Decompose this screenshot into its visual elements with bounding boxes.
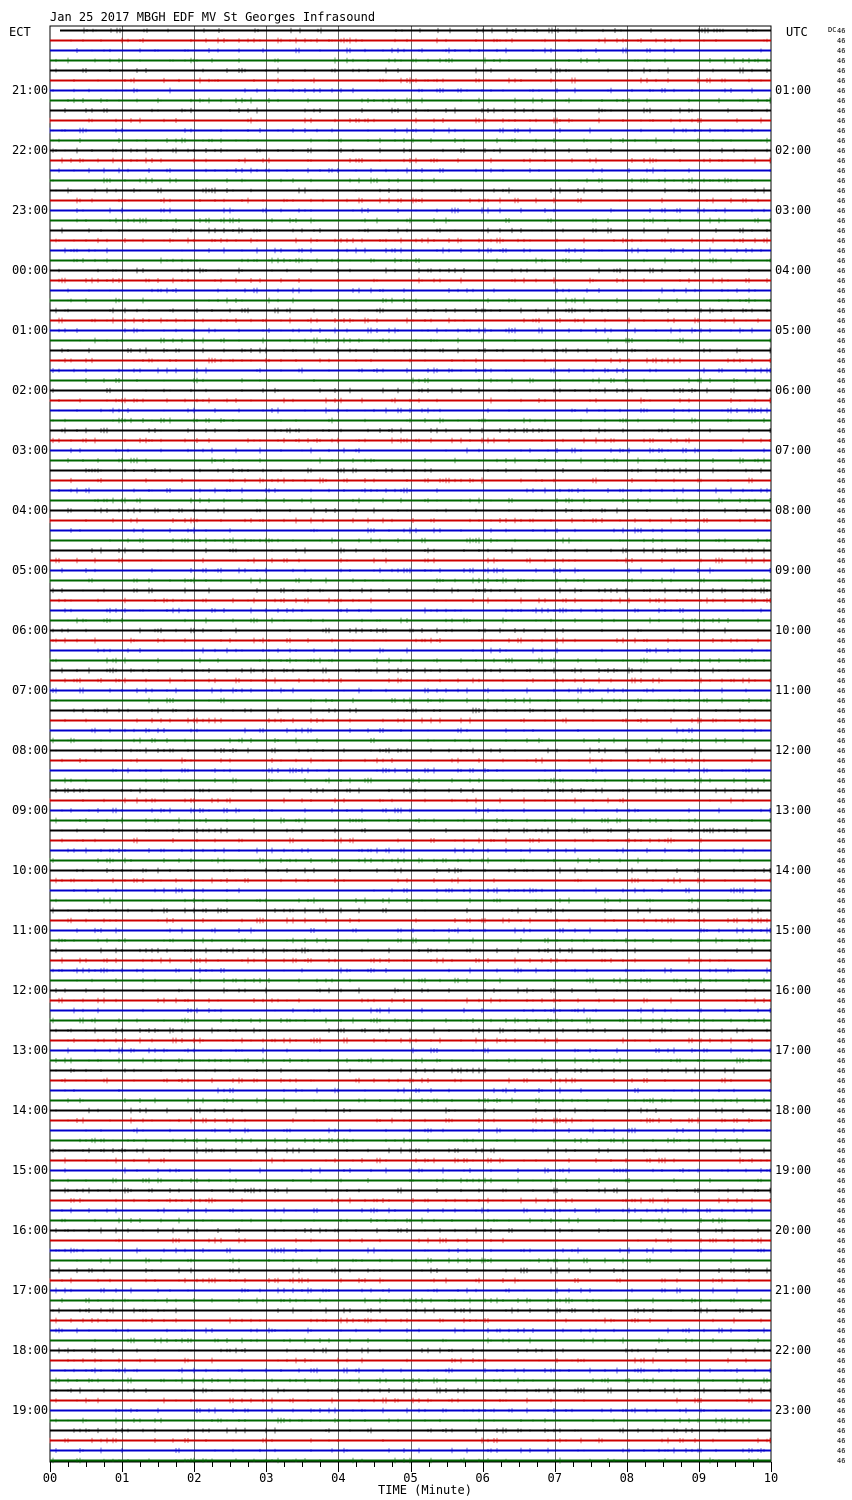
- trace-scale-label: 46: [837, 1127, 846, 1135]
- trace-scale-label: 46: [837, 597, 846, 605]
- trace-scale-label: 46: [837, 487, 846, 495]
- trace-scale-label: 46: [837, 377, 846, 385]
- trace-scale-label: 46: [837, 627, 846, 635]
- trace-scale-label: 46: [837, 247, 846, 255]
- x-tick-label: 02: [186, 1471, 202, 1485]
- right-hour-label: 11:00: [775, 683, 812, 697]
- right-hour-label: 16:00: [775, 983, 812, 997]
- trace-scale-label: 46: [837, 647, 846, 655]
- right-hour-label: 23:00: [775, 1403, 812, 1417]
- x-tick-label: 05: [403, 1471, 418, 1485]
- trace-scale-label: 46: [837, 1447, 846, 1455]
- x-tick-label: 00: [42, 1471, 58, 1485]
- trace-scale-label: 46: [837, 797, 846, 805]
- trace-scale-label: 46: [837, 1187, 846, 1195]
- left-hour-label: 10:00: [12, 863, 49, 877]
- left-hour-label: 01:00: [12, 323, 49, 337]
- trace-scale-label: 46: [837, 427, 846, 435]
- left-hour-label: 14:00: [12, 1103, 49, 1117]
- trace-scale-label: 46: [837, 167, 846, 175]
- right-hour-label: 08:00: [775, 503, 812, 517]
- trace-scale-label: 46: [837, 207, 846, 215]
- right-hour-label: 01:00: [775, 83, 812, 97]
- trace-scale-label: 46: [837, 287, 846, 295]
- trace-scale-label: 46: [837, 967, 846, 975]
- x-tick-label: 04: [331, 1471, 346, 1485]
- trace-scale-label: 46: [837, 1257, 846, 1265]
- trace-scale-label: 46: [837, 157, 846, 165]
- right-hour-label: 22:00: [775, 1343, 812, 1357]
- left-hour-label: 11:00: [12, 923, 49, 937]
- trace-scale-label: 46: [837, 587, 846, 595]
- trace-lines: [50, 31, 771, 1461]
- x-tick-label: 07: [547, 1471, 562, 1485]
- trace-scale-label: 46: [837, 1427, 846, 1435]
- trace-scale-label: 46: [837, 1087, 846, 1095]
- trace-scale-label: 46: [837, 1377, 846, 1385]
- left-hour-label: 07:00: [12, 683, 49, 697]
- trace-scale-label: 46: [837, 997, 846, 1005]
- x-axis: [43, 1462, 778, 1485]
- trace-scale-label: 46: [837, 827, 846, 835]
- trace-scale-label: 46: [837, 257, 846, 265]
- trace-scale-label: 46: [837, 1237, 846, 1245]
- trace-scale-label: 46: [837, 1197, 846, 1205]
- trace-scale-label: 46: [837, 1147, 846, 1155]
- left-hour-label: 06:00: [12, 623, 49, 637]
- x-tick-label: 01: [114, 1471, 130, 1485]
- trace-scale-label: 46: [837, 407, 846, 415]
- trace-scale-label: 46: [837, 327, 846, 335]
- trace-scale-label: 46: [837, 637, 846, 645]
- trace-scale-label: 46: [837, 1367, 846, 1375]
- x-tick-label: 10: [763, 1471, 779, 1485]
- trace-scale-label: 46: [837, 947, 846, 955]
- trace-scale-label: 46: [837, 297, 846, 305]
- trace-scale-label: 46: [837, 847, 846, 855]
- trace-scale-label: 46: [837, 497, 846, 505]
- scale-header-label: DC: [828, 26, 837, 34]
- trace-scale-label: 46: [837, 557, 846, 565]
- trace-scale-label: 46: [837, 567, 846, 575]
- right-hour-label: 07:00: [775, 443, 812, 457]
- trace-scale-label: 46: [837, 1457, 846, 1465]
- trace-scale-label: 46: [837, 1057, 846, 1065]
- left-hour-label: 08:00: [12, 743, 49, 757]
- trace-scale-label: 46: [837, 577, 846, 585]
- trace-scale-label: 46: [837, 817, 846, 825]
- trace-scale-label: 46: [837, 47, 846, 55]
- trace-scale-label: 46: [837, 677, 846, 685]
- right-hour-label: 18:00: [775, 1103, 812, 1117]
- trace-scale-label: 46: [837, 107, 846, 115]
- trace-scale-label: 46: [837, 1077, 846, 1085]
- chart-title: Jan 25 2017 MBGH EDF MV St Georges Infrasound: [50, 10, 376, 24]
- right-hour-label: 12:00: [775, 743, 812, 757]
- trace-scale-label: 46: [837, 357, 846, 365]
- trace-scale-label: 46: [837, 787, 846, 795]
- trace-scale-label: 46: [837, 927, 846, 935]
- right-hour-label: 06:00: [775, 383, 812, 397]
- trace-scale-label: 46: [837, 1297, 846, 1305]
- trace-scale-label: 46: [837, 277, 846, 285]
- trace-scale-label: 46: [837, 87, 846, 95]
- trace-scale-label: 46: [837, 457, 846, 465]
- right-hour-label: 15:00: [775, 923, 812, 937]
- trace-scale-label: 46: [837, 1117, 846, 1125]
- x-tick-label: 03: [259, 1471, 274, 1485]
- right-hour-label: 20:00: [775, 1223, 812, 1237]
- trace-scale-label: 46: [837, 337, 846, 345]
- x-tick-label: 06: [475, 1471, 490, 1485]
- x-tick-label: 09: [691, 1471, 707, 1485]
- right-hour-label: 17:00: [775, 1043, 812, 1057]
- left-hour-label: 00:00: [12, 263, 49, 277]
- trace-scale-label: 46: [837, 917, 846, 925]
- trace-scale-label: 46: [837, 437, 846, 445]
- trace-scale-label: 46: [837, 747, 846, 755]
- trace-scale-label: 46: [837, 447, 846, 455]
- right-timezone-label: UTC: [786, 25, 808, 39]
- trace-scale-label: 46: [837, 417, 846, 425]
- trace-scale-label: 46: [837, 1307, 846, 1315]
- trace-scale-label: 46: [837, 667, 846, 675]
- trace-scale-label: 46: [837, 877, 846, 885]
- left-timezone-label: ECT: [9, 25, 31, 39]
- trace-scale-label: 46: [837, 1017, 846, 1025]
- left-hour-label: 22:00: [12, 143, 49, 157]
- trace-scale-label: 46: [837, 347, 846, 355]
- trace-scale-label: 46: [837, 217, 846, 225]
- trace-scale-label: 46: [837, 897, 846, 905]
- trace-scale-label: 46: [837, 97, 846, 105]
- trace-scale-label: 46: [837, 767, 846, 775]
- trace-scale-label: 46: [837, 317, 846, 325]
- trace-scale-label: 46: [837, 1207, 846, 1215]
- trace-scale-labels: [837, 27, 845, 1465]
- trace-scale-label: 46: [837, 57, 846, 65]
- trace-scale-label: 46: [837, 717, 846, 725]
- trace-scale-label: 46: [837, 77, 846, 85]
- trace-scale-label: 46: [837, 237, 846, 245]
- left-hour-label: 21:00: [12, 83, 49, 97]
- trace-scale-label: 46: [837, 527, 846, 535]
- x-tick-label: 08: [619, 1471, 635, 1485]
- trace-scale-label: 46: [837, 137, 846, 145]
- trace-scale-label: 46: [837, 757, 846, 765]
- trace-scale-label: 46: [837, 607, 846, 615]
- trace-scale-label: 46: [837, 867, 846, 875]
- trace-scale-label: 46: [837, 517, 846, 525]
- trace-scale-label: 46: [837, 1407, 846, 1415]
- right-hour-label: 19:00: [775, 1163, 812, 1177]
- trace-scale-label: 46: [837, 937, 846, 945]
- left-hour-label: 17:00: [12, 1283, 49, 1297]
- trace-scale-label: 46: [837, 1097, 846, 1105]
- right-hour-label: 03:00: [775, 203, 812, 217]
- trace-scale-label: 46: [837, 187, 846, 195]
- right-hour-label: 04:00: [775, 263, 812, 277]
- trace-noise: [50, 28, 770, 1464]
- left-hour-label: 15:00: [12, 1163, 49, 1177]
- trace-scale-label: 46: [837, 1157, 846, 1165]
- trace-scale-label: 46: [837, 1387, 846, 1395]
- trace-scale-label: 46: [837, 387, 846, 395]
- trace-scale-label: 46: [837, 1167, 846, 1175]
- trace-scale-label: 46: [837, 307, 846, 315]
- trace-scale-label: 46: [837, 777, 846, 785]
- trace-scale-label: 46: [837, 1347, 846, 1355]
- trace-scale-label: 46: [837, 987, 846, 995]
- trace-scale-label: 46: [837, 1227, 846, 1235]
- trace-scale-label: 46: [837, 117, 846, 125]
- trace-scale-label: 46: [837, 737, 846, 745]
- left-hour-label: 09:00: [12, 803, 49, 817]
- right-hour-label: 10:00: [775, 623, 812, 637]
- trace-scale-label: 46: [837, 1287, 846, 1295]
- right-hour-label: 05:00: [775, 323, 812, 337]
- trace-scale-label: 46: [837, 977, 846, 985]
- trace-scale-label: 46: [837, 727, 846, 735]
- trace-scale-label: 46: [837, 507, 846, 515]
- trace-scale-label: 46: [837, 1067, 846, 1075]
- left-hour-label: 23:00: [12, 203, 49, 217]
- trace-scale-label: 46: [837, 907, 846, 915]
- trace-scale-label: 46: [837, 37, 846, 45]
- trace-scale-label: 46: [837, 397, 846, 405]
- trace-scale-label: 46: [837, 1247, 846, 1255]
- left-hour-label: 05:00: [12, 563, 49, 577]
- trace-scale-label: 46: [837, 1047, 846, 1055]
- trace-scale-label: 46: [837, 617, 846, 625]
- trace-scale-label: 46: [837, 1317, 846, 1325]
- left-hour-label: 18:00: [12, 1343, 49, 1357]
- trace-scale-label: 46: [837, 467, 846, 475]
- trace-scale-label: 46: [837, 807, 846, 815]
- left-hour-label: 04:00: [12, 503, 49, 517]
- trace-scale-label: 46: [837, 367, 846, 375]
- right-hour-label: 14:00: [775, 863, 812, 877]
- trace-scale-label: 46: [837, 197, 846, 205]
- trace-scale-label: 46: [837, 1337, 846, 1345]
- trace-scale-label: 46: [837, 837, 846, 845]
- trace-scale-label: 46: [837, 147, 846, 155]
- trace-scale-label: 46: [837, 687, 846, 695]
- trace-scale-label: 46: [837, 697, 846, 705]
- trace-scale-label: 46: [837, 1357, 846, 1365]
- right-hour-label: 21:00: [775, 1283, 812, 1297]
- x-axis-label: TIME (Minute): [378, 1483, 472, 1497]
- trace-scale-label: 46: [837, 1027, 846, 1035]
- trace-scale-label: 46: [837, 267, 846, 275]
- trace-scale-label: 46: [837, 67, 846, 75]
- trace-scale-label: 46: [837, 177, 846, 185]
- trace-scale-label: 46: [837, 1177, 846, 1185]
- trace-scale-label: 46: [837, 1107, 846, 1115]
- trace-scale-label: 46: [837, 957, 846, 965]
- trace-scale-label: 46: [837, 1037, 846, 1045]
- left-hour-label: 13:00: [12, 1043, 49, 1057]
- left-hour-label: 19:00: [12, 1403, 49, 1417]
- trace-scale-label: 46: [837, 537, 846, 545]
- left-hour-label: 16:00: [12, 1223, 49, 1237]
- right-hour-label: 02:00: [775, 143, 812, 157]
- trace-scale-label: 46: [837, 857, 846, 865]
- trace-scale-label: 46: [837, 1417, 846, 1425]
- trace-scale-label: 46: [837, 1437, 846, 1445]
- trace-scale-label: 46: [837, 657, 846, 665]
- trace-scale-label: 46: [837, 1397, 846, 1405]
- trace-scale-label: 46: [837, 1327, 846, 1335]
- trace-scale-label: 46: [837, 477, 846, 485]
- trace-scale-label: 46: [837, 1277, 846, 1285]
- trace-scale-label: 46: [837, 887, 846, 895]
- left-hour-label: 12:00: [12, 983, 49, 997]
- trace-scale-label: 46: [837, 707, 846, 715]
- trace-scale-label: 46: [837, 27, 846, 35]
- trace-scale-label: 46: [837, 1137, 846, 1145]
- right-hour-label: 13:00: [775, 803, 812, 817]
- trace-scale-label: 46: [837, 227, 846, 235]
- trace-scale-label: 46: [837, 1267, 846, 1275]
- left-hour-label: 03:00: [12, 443, 49, 457]
- right-hour-label: 09:00: [775, 563, 812, 577]
- trace-scale-label: 46: [837, 1217, 846, 1225]
- trace-scale-label: 46: [837, 547, 846, 555]
- trace-scale-label: 46: [837, 127, 846, 135]
- left-hour-label: 02:00: [12, 383, 49, 397]
- trace-scale-label: 46: [837, 1007, 846, 1015]
